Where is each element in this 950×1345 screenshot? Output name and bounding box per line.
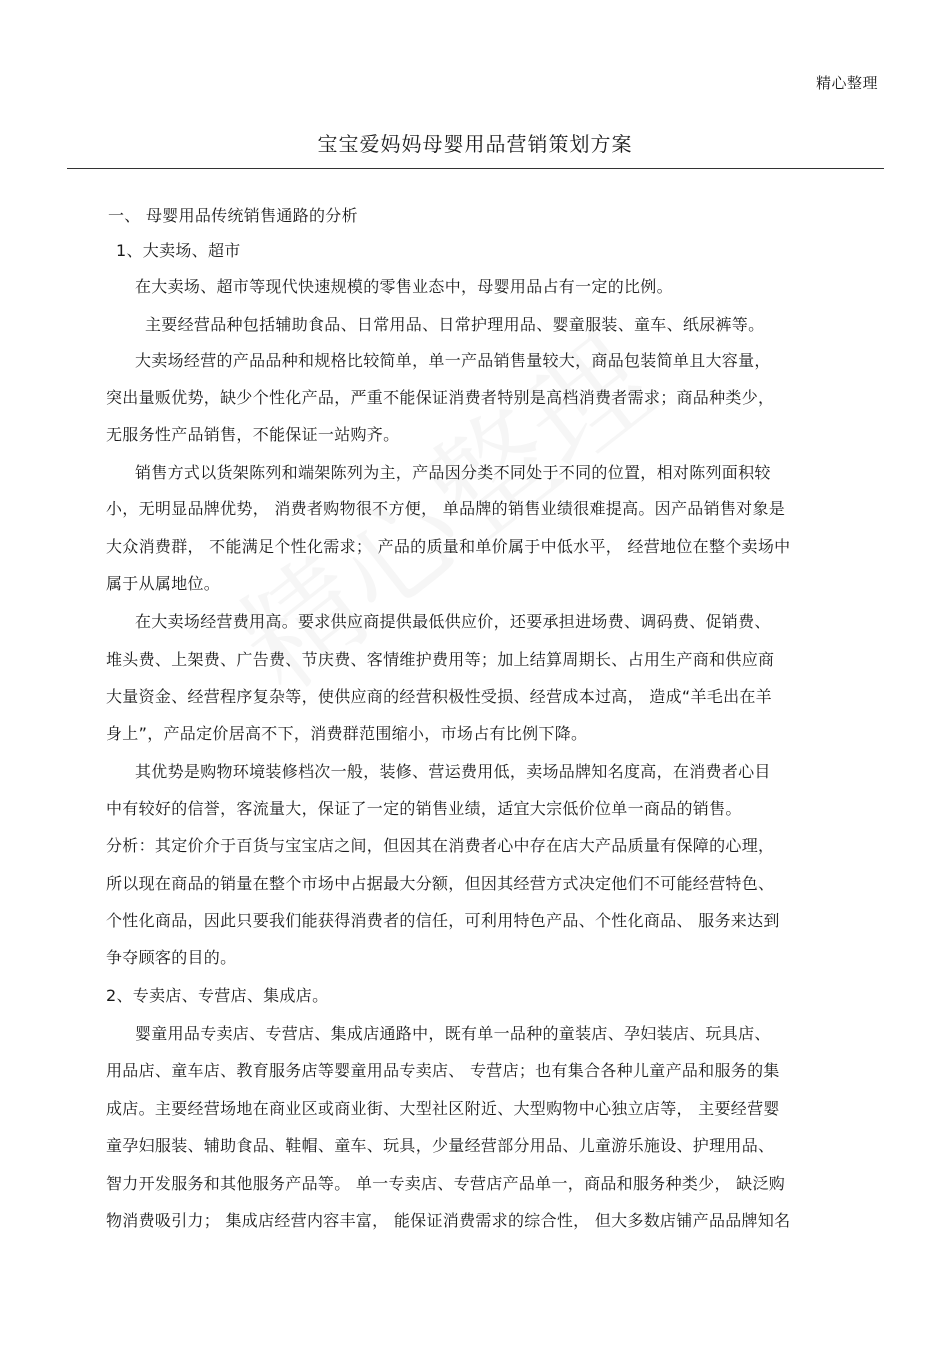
text-line: 小，无明显品牌优势， 消费者购物很不方便， 单品牌的销售业绩很难提高。因产品销售对象是 xyxy=(106,499,786,518)
text-line: 争夺顾客的目的。 xyxy=(106,948,237,967)
text-line: 大卖场经营的产品品种和规格比较简单，单一产品销售量较大，商品包装简单且大容量， xyxy=(135,351,771,370)
text-line: 所以现在商品的销量在整个市场中占据最大分额，但因其经营方式决定他们不可能经营特色、 xyxy=(106,874,775,893)
text-line: 主要经营品种包括辅助食品、日常用品、日常护理用品、婴童服装、童车、纸尿裤等。 xyxy=(145,315,765,334)
text-line: 个性化商品，因此只要我们能获得消费者的信任，可利用特色产品、个性化商品、 服务来达到 xyxy=(106,911,780,930)
text-line: 在大卖场经营费用高。要求供应商提供最低供应价，还要承担进场费、调码费、促销费、 xyxy=(135,612,771,631)
document-title: 宝宝爱妈妈母婴用品营销策划方案 xyxy=(317,132,633,156)
text-line: 成店。主要经营场地在商业区或商业街、大型社区附近、大型购物中心独立店等， 主要经营婴 xyxy=(106,1099,780,1118)
text-line: 中有较好的信誉，客流量大，保证了一定的销售业绩，适宜大宗低价位单一商品的销售。 xyxy=(106,799,742,818)
text-line: 销售方式以货架陈列和端架陈列为主，产品因分类不同处于不同的位置，相对陈列面积较 xyxy=(135,463,771,482)
text-line: 童孕妇服装、辅助食品、鞋帽、童车、玩具，少量经营部分用品、儿童游乐施设、护理用品、 xyxy=(106,1136,775,1155)
text-line: 大量资金、经营程序复杂等，使供应商的经营积极性受损、经营成本过高， 造成“羊毛出在羊 xyxy=(106,687,772,706)
header-note: 精心整理 xyxy=(815,74,878,92)
text-line: 大众消费群， 不能满足个性化需求； 产品的质量和单价属于中低水平， 经营地位在整个卖场中 xyxy=(106,537,791,556)
text-line: 无服务性产品销售，不能保证一站购齐。 xyxy=(106,425,400,444)
text-line: 身上”，产品定价居高不下，消费群范围缩小，市场占有比例下降。 xyxy=(106,724,588,743)
text-line: 智力开发服务和其他服务产品等。 单一专卖店、专营店产品单一，商品和服务种类少， 缺泛购 xyxy=(106,1174,786,1193)
text-line: 分析：其定价介于百货与宝宝店之间，但因其在消费者心中存在店大产品质量有保障的心理， xyxy=(106,836,775,855)
text-line: 在大卖场、超市等现代快速规模的零售业态中，母婴用品占有一定的比例。 xyxy=(135,277,673,296)
text-line: 堆头费、上架费、广告费、节庆费、客情维护费用等；加上结算周期长、占用生产商和供应商 xyxy=(106,650,775,669)
text-line: 婴童用品专卖店、专营店、集成店通路中，既有单一品种的童装店、孕妇装店、玩具店、 xyxy=(135,1024,771,1043)
text-line: 1、大卖场、超市 xyxy=(116,241,241,260)
text-line: 物消费吸引力； 集成店经营内容丰富， 能保证消费需求的综合性， 但大多数店铺产品品牌知名 xyxy=(106,1211,791,1230)
text-line: 属于从属地位。 xyxy=(106,574,221,593)
text-line: 突出量贩优势，缺少个性化产品，严重不能保证消费者特别是高档消费者需求；商品种类少， xyxy=(106,388,775,407)
text-line: 其优势是购物环境装修档次一般，装修、营运费用低，卖场品牌知名度高，在消费者心目 xyxy=(135,762,771,781)
title-divider xyxy=(67,168,884,169)
text-line: 用品店、童车店、教育服务店等婴童用品专卖店、 专营店；也有集合各种儿童产品和服务的集 xyxy=(106,1061,780,1080)
text-line: 2、专卖店、专营店、集成店。 xyxy=(106,986,329,1005)
text-line: 一、 母婴用品传统销售通路的分析 xyxy=(108,206,358,225)
